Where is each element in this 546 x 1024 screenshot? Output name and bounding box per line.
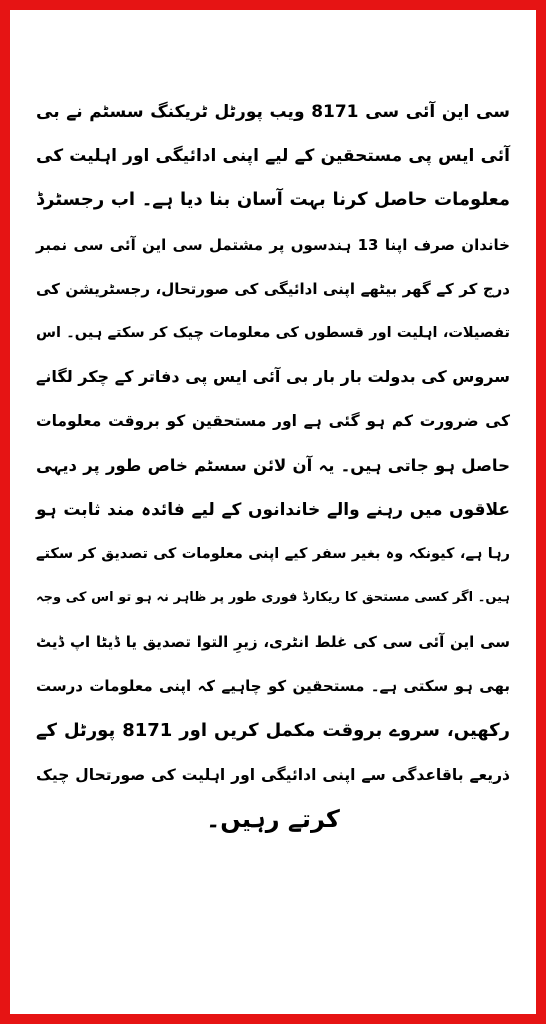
text-line-4: خاندان صرف اپنا 13 ہندسوں پر مشتمل سی این آئی سی نمبر [36,235,510,254]
text-line-11: رہا ہے، کیونکہ وہ بغیر سفر کیے اپنی معلومات کی تصدیق کر سکتے [36,545,510,562]
text-line-5: درج کر کے گھر بیٹھے اپنی ادائیگی کی صورتحال، رجسٹریشن کی [36,279,510,298]
text-line-3: معلومات حاصل کرنا بہت آسان بنا دیا ہے۔ اب رجسٹرڈ [36,189,510,211]
text-line-9: حاصل ہو جاتی ہیں۔ یہ آن لائن سسٹم خاص طور پر دیہی [36,455,510,475]
text-line-6: تفصیلات، اہلیت اور قسطوں کی معلومات چیک کر سکتے ہیں۔ اس [36,324,510,341]
text-line-1: سی این آئی سی 8171 ویب پورٹل ٹریکنگ سسٹم نے بی [36,102,510,122]
text-line-10: علاقوں میں رہنے والے خاندانوں کے لیے فائدہ مند ثابت ہو [36,499,510,520]
urdu-article-text [36,90,510,841]
text-line-17: کرتے رہیں۔ [206,805,340,833]
text-line-8: کی ضرورت کم ہو گئی ہے اور مستحقین کو بروقت معلومات [36,412,510,431]
text-line-7: سروس کی بدولت بار بار بی آئی ایس پی دفاتر کے چکر لگانے [36,367,510,387]
text-line-15: رکھیں، سروے بروقت مکمل کریں اور 8171 پورٹل کے [36,719,511,741]
text-line-12: ہیں۔ اگر کسی مستحق کا ریکارڈ فوری طور پر ظاہر نہ ہو تو اس کی وجہ [36,590,510,606]
text-line-14: بھی ہو سکتی ہے۔ مستحقین کو چاہیے کہ اپنی معلومات درست [36,677,510,696]
text-line-16: ذریعے باقاعدگی سے اپنی ادائیگی اور اہلیت کی صورتحال چیک [36,765,510,784]
text-line-2: آئی ایس پی مستحقین کے لیے اپنی ادائیگی اور اہلیت کی [36,146,510,167]
text-line-13: سی این آئی سی کی غلط انٹری، زیرِ التوا تصدیق یا ڈیٹا اپ ڈیٹ [36,633,510,652]
